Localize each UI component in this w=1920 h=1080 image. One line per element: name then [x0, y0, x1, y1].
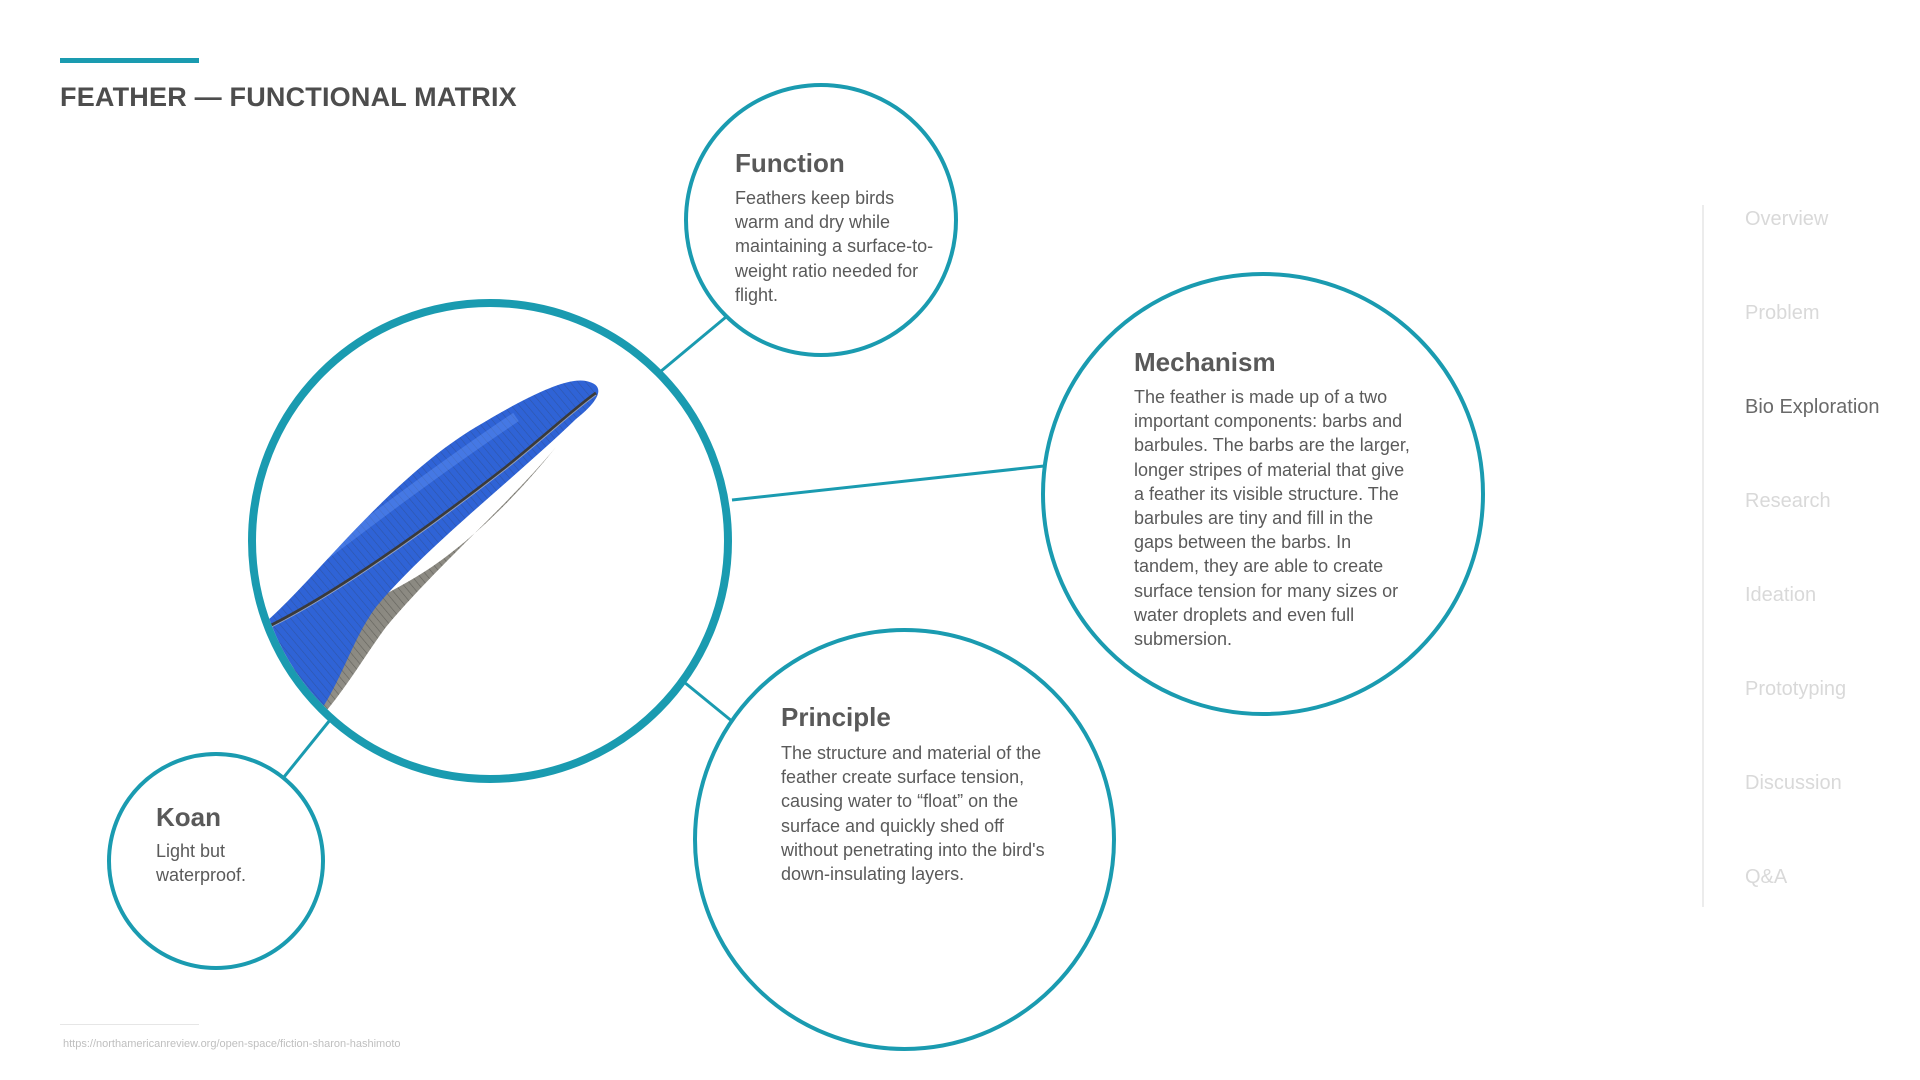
function-text: Feathers keep birds warm and dry while maintaining a surface-to-weight ratio needed for flight.: [735, 188, 934, 305]
koan-title: Koan: [156, 802, 221, 832]
connector-mechanism: [732, 466, 1044, 500]
mechanism-text: The feather is made up of a two important components: barbs and barbules. The barbs are the larger, longer stripes of material that give a feather its visible structure. The barbules are tiny and fill in the gaps between the barbs. In tandem, they are able to create surface tension for many sizes or water droplets and even full submersion.: [1134, 387, 1410, 650]
nav-item-prototyping[interactable]: Prototyping: [1745, 678, 1847, 700]
page-title: FEATHER — FUNCTIONAL MATRIX: [60, 82, 517, 112]
title-accent-bar: [60, 58, 199, 63]
principle-text: The structure and material of the feather create surface tension, causing water to “float” on the surface and quickly shed off without penetrating into the bird's down-insulating layers.: [781, 743, 1045, 885]
nav-item-research[interactable]: Research: [1745, 490, 1831, 512]
nav-item-ideation[interactable]: Ideation: [1745, 584, 1817, 606]
nav-item-overview[interactable]: Overview: [1745, 208, 1829, 230]
nav-item-problem[interactable]: Problem: [1745, 302, 1820, 324]
koan-text: Light but waterproof.: [156, 841, 247, 886]
feather-image: [248, 299, 732, 783]
mechanism-title: Mechanism: [1134, 347, 1276, 377]
principle-title: Principle: [781, 702, 891, 732]
function-title: Function: [735, 148, 845, 178]
nav-item-bio-exploration[interactable]: Bio Exploration: [1745, 396, 1880, 418]
nav-item-discussion[interactable]: Discussion: [1745, 772, 1842, 794]
source-link[interactable]: https://northamericanreview.org/open-space/fiction-sharon-hashimoto: [63, 1038, 401, 1050]
source-divider: [60, 1024, 199, 1025]
nav-divider: [1702, 205, 1704, 907]
nav-item-qa[interactable]: Q&A: [1745, 866, 1788, 888]
feather-illustration: [256, 307, 724, 775]
